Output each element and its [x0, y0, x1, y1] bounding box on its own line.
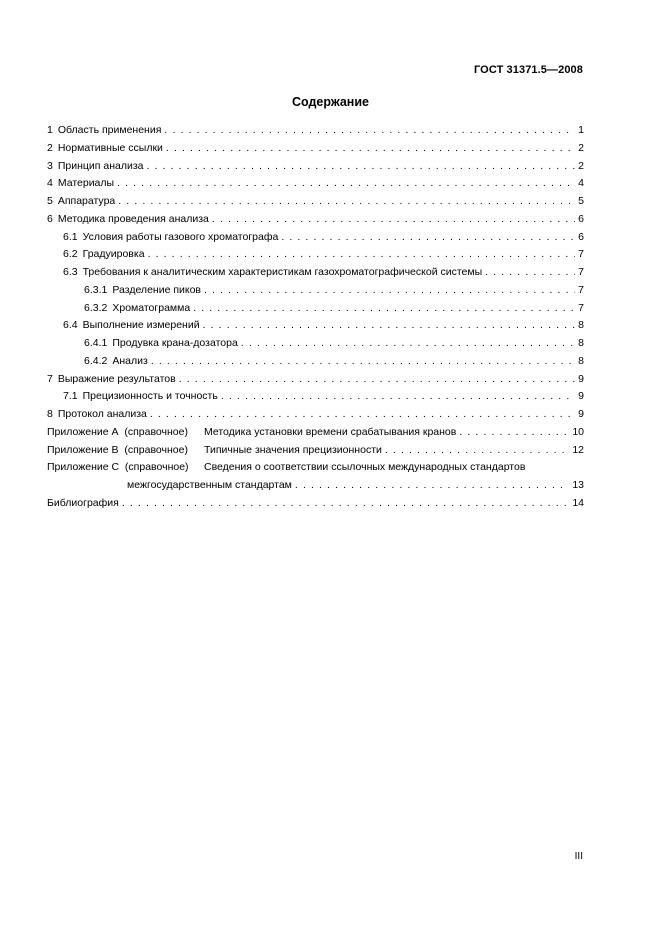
toc-entry-number: 1: [47, 124, 53, 136]
dot-leader: [193, 300, 575, 318]
toc-entry-title: Условия работы газового хроматографа: [82, 230, 279, 243]
toc-entry[interactable]: [47, 140, 584, 158]
toc-entry-page: 7: [578, 248, 584, 261]
toc-entry-number: 2: [47, 141, 53, 154]
dot-leader: [148, 246, 576, 264]
dot-leader: [295, 477, 569, 495]
toc-entry-number: 6.1: [63, 230, 78, 243]
toc-entry-appendix[interactable]: [47, 459, 584, 495]
dot-leader: [385, 442, 569, 460]
toc-entry-page: 9: [578, 408, 584, 420]
dot-leader: [166, 140, 575, 158]
toc-entry-page: 8: [578, 319, 584, 332]
toc-entry-number: 6.4.2: [84, 354, 108, 367]
toc-entry-page: 2: [578, 159, 584, 172]
document-code: ГОСТ 31371.5—2008: [473, 64, 583, 76]
dot-leader: [150, 406, 575, 424]
toc-entry-number: 8: [47, 408, 53, 420]
toc-entry-page: 13: [572, 479, 584, 491]
toc-entry[interactable]: [47, 317, 584, 335]
toc-entry-title: Градуировка: [82, 248, 145, 261]
dot-leader: [179, 371, 575, 389]
toc-entry-page: 5: [578, 195, 584, 207]
dot-leader: [241, 335, 575, 353]
toc-entry-page: 1: [578, 124, 584, 136]
toc-entry-title: Область применения: [57, 124, 162, 136]
toc-entry-number: 6.2: [63, 248, 78, 261]
dot-leader: [117, 175, 575, 193]
toc-entry[interactable]: [47, 495, 584, 513]
toc-entry-title: Типичные значения прецизионности: [204, 443, 382, 456]
toc-entry[interactable]: [47, 282, 584, 300]
toc-entry-page: 7: [578, 301, 584, 314]
toc-entry-number: 6.4.1: [84, 337, 108, 349]
toc-entry[interactable]: [47, 175, 584, 193]
toc-entry-number: 6.3.1: [84, 283, 108, 296]
toc-entry-page: 14: [572, 496, 584, 509]
toc-entry[interactable]: [47, 371, 584, 389]
toc-entry-number: 3: [47, 159, 53, 172]
appendix-label: Приложение С (справочное): [47, 461, 189, 474]
dot-leader: [204, 282, 575, 300]
toc-entry-title: Библиография: [47, 496, 119, 509]
dot-leader: [212, 211, 575, 229]
dot-leader: [203, 317, 576, 335]
toc-entry-title: Протокол анализа: [57, 408, 147, 420]
toc-entry-title: Прецизионность и точность: [82, 390, 218, 403]
toc-entry-page: 8: [578, 354, 584, 367]
appendix-label: Приложение А (справочное): [47, 425, 188, 438]
toc-entry-page: 6: [578, 230, 584, 243]
toc-entry-page: 7: [578, 283, 584, 296]
toc-entry-title: Выражение результатов: [57, 372, 176, 385]
toc-entry[interactable]: [47, 229, 584, 247]
toc-entry-page: 6: [578, 212, 584, 225]
toc-entry[interactable]: [47, 406, 584, 424]
dot-leader: [118, 193, 575, 211]
toc-entry[interactable]: [47, 158, 584, 176]
toc-entry-title: Хроматограмма: [112, 301, 191, 314]
toc-entry-number: 6.4: [63, 319, 78, 332]
toc-entry-title: Требования к аналитическим характеристикам газохроматографической системы: [82, 266, 483, 278]
toc-entry-title: Методика установки времени срабатывания кранов: [204, 425, 457, 438]
toc-entry[interactable]: [47, 264, 584, 282]
toc-entry-number: 7: [47, 372, 53, 385]
toc-entry-title: Методика проведения анализа: [57, 212, 209, 225]
toc-entry-number: 6: [47, 212, 53, 225]
toc-entry-title-line2: межгосударственным стандартам: [127, 479, 292, 491]
toc-entry-title: Разделение пиков: [112, 283, 202, 296]
toc-entry-page: 10: [572, 425, 584, 438]
toc-entry-title: Материалы: [57, 177, 115, 190]
toc-entry-page: 9: [578, 372, 584, 385]
toc-entry[interactable]: [47, 193, 584, 211]
toc-entry-title: Принцип анализа: [57, 159, 144, 172]
toc-entry-title: Нормативные ссылки: [57, 141, 163, 154]
toc-entry[interactable]: [47, 388, 584, 406]
dot-leader: [221, 388, 575, 406]
toc-entry[interactable]: [47, 211, 584, 229]
toc-entry[interactable]: [47, 335, 584, 353]
toc-entry-title: Аппаратура: [57, 195, 116, 207]
toc-entry-number: 6.3: [63, 266, 78, 278]
table-of-contents: [47, 122, 584, 513]
toc-entry-title: Выполнение измерений: [82, 319, 200, 332]
dot-leader: [459, 424, 569, 442]
toc-entry-title-line1: Сведения о соответствии ссылочных международных стандартов: [204, 461, 526, 474]
toc-entry-appendix[interactable]: [47, 424, 584, 442]
toc-entry-number: 4: [47, 177, 53, 190]
toc-entry-title: Продувка крана-дозатора: [112, 337, 238, 349]
toc-entry-page: 4: [578, 177, 584, 190]
toc-entry-page: 8: [578, 337, 584, 349]
dot-leader: [164, 122, 575, 140]
appendix-label: Приложение В (справочное): [47, 443, 188, 456]
page-number: III: [574, 851, 583, 862]
toc-entry-page: 7: [578, 266, 584, 278]
toc-entry[interactable]: [47, 122, 584, 140]
dot-leader: [151, 353, 575, 371]
toc-entry-number: 6.3.2: [84, 301, 108, 314]
toc-entry-appendix[interactable]: [47, 442, 584, 460]
toc-entry-number: 5: [47, 195, 53, 207]
dot-leader: [281, 229, 575, 247]
dot-leader: [147, 158, 576, 176]
toc-title: Содержание: [291, 95, 369, 109]
toc-entry-page: 9: [578, 390, 584, 403]
toc-entry-title: Анализ: [112, 354, 148, 367]
toc-entry-page: 2: [578, 141, 584, 154]
dot-leader: [122, 495, 569, 513]
toc-entry[interactable]: [47, 300, 584, 318]
toc-entry[interactable]: [47, 246, 584, 264]
toc-entry-number: 7.1: [63, 390, 78, 403]
dot-leader: [485, 264, 575, 282]
toc-entry[interactable]: [47, 353, 584, 371]
toc-entry-page: 12: [572, 443, 584, 456]
